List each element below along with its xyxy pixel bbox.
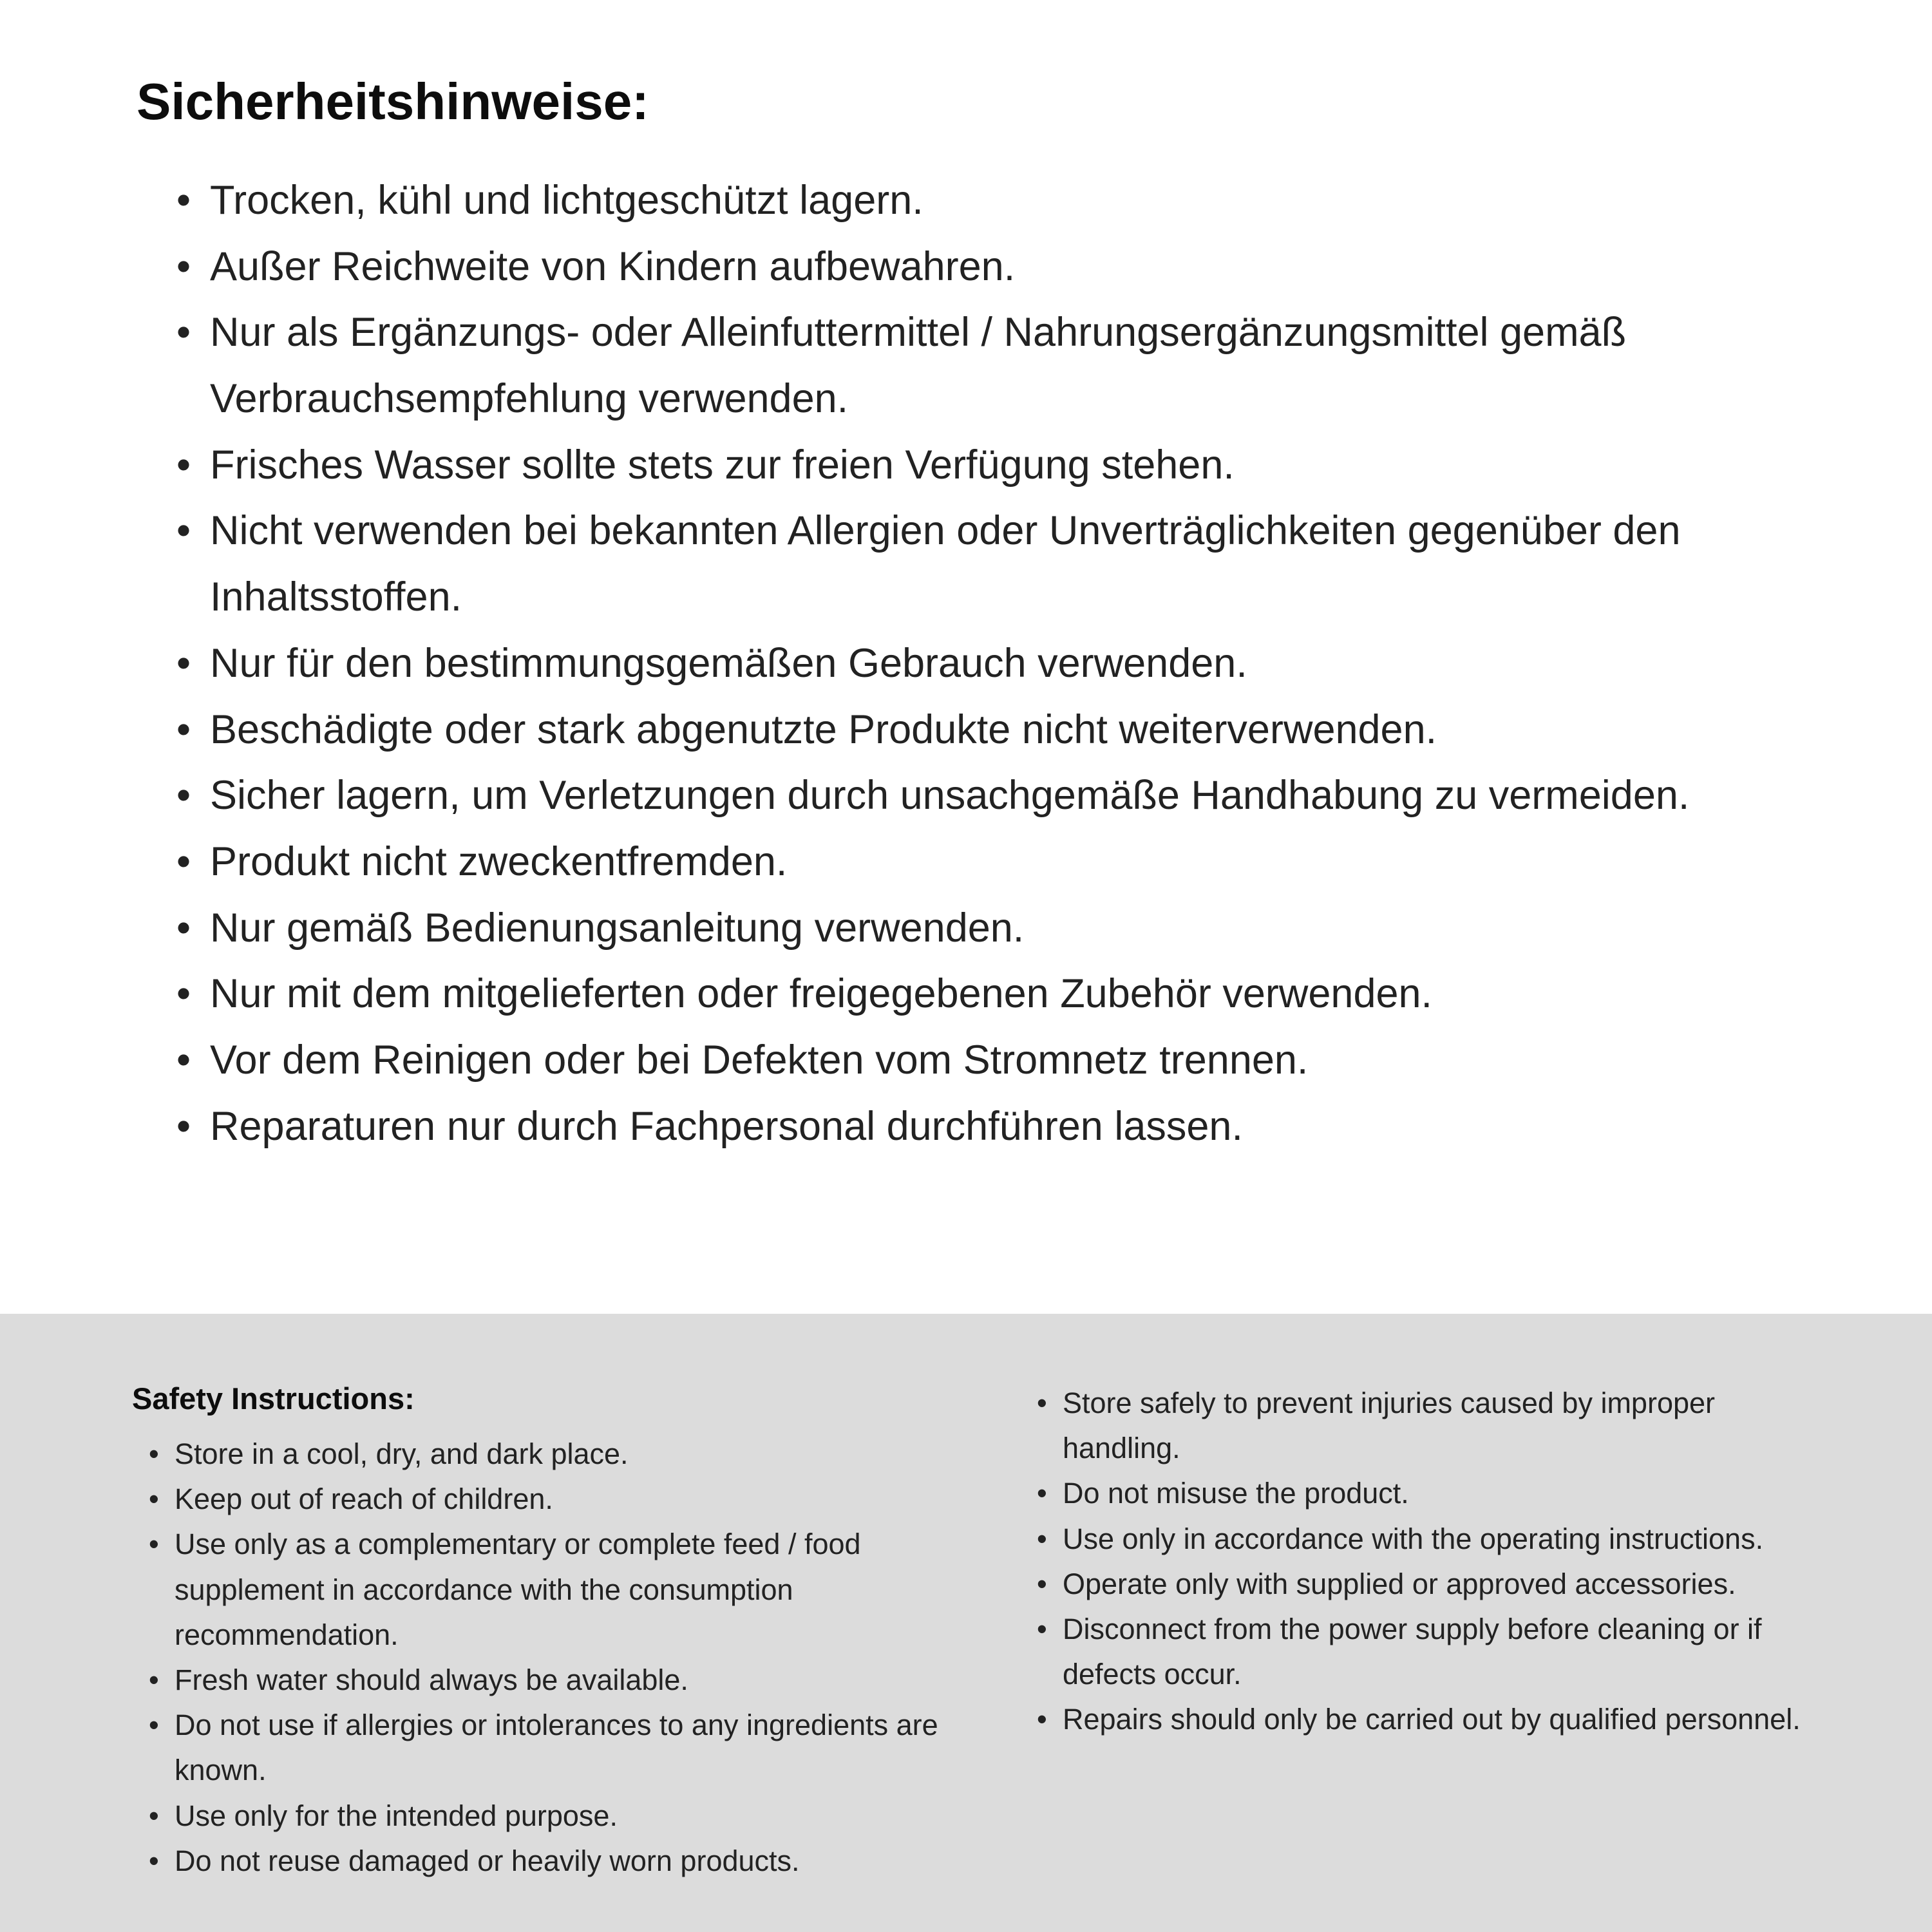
english-section-title: Safety Instructions: [132,1381,415,1416]
bullet-icon: • [149,1844,159,1877]
bullet-icon: • [176,773,191,819]
english-safety-item [149,1477,999,1522]
english-safety-item [149,1432,999,1477]
german-safety-item [176,167,1812,234]
german-safety-item [176,961,1812,1027]
german-safety-item-text: Frisches Wasser sollte stets zur freien Verfügung stehen. [210,442,1235,488]
english-safety-section [0,1314,1932,1932]
english-safety-item [1037,1562,1803,1607]
german-safety-item [176,697,1812,763]
english-safety-item [1037,1517,1803,1562]
german-safety-item [176,234,1812,300]
english-safety-item-text: Do not use if allergies or intolerances to any ingredients are known. [175,1709,938,1787]
german-safety-item-text: Produkt nicht zweckentfremden. [210,838,788,884]
english-safety-item-text: Keep out of reach of children. [175,1482,553,1516]
bullet-icon: • [1037,1387,1047,1419]
german-safety-item-text: Beschädigte oder stark abgenutzte Produkte nicht weiterverwenden. [210,706,1437,752]
german-safety-item [176,432,1812,498]
bullet-icon: • [149,1799,159,1832]
english-safety-item-text: Repairs should only be carried out by qualified personnel. [1063,1703,1801,1736]
german-safety-item [176,829,1812,895]
english-safety-item [1037,1607,1803,1697]
bullet-icon: • [149,1663,159,1696]
bullet-icon: • [176,1037,191,1083]
bullet-icon: • [176,1103,191,1149]
english-safety-item [1037,1697,1803,1742]
german-safety-item-text: Nicht verwenden bei bekannten Allergien oder Unverträglichkeiten gegenüber den Inhaltsstoffen. [210,508,1681,620]
german-safety-item-text: Nur gemäß Bedienungsanleitung verwenden. [210,905,1025,951]
german-safety-item-text: Trocken, kühl und lichtgeschützt lagern. [210,178,923,223]
german-safety-item-text: Außer Reichweite von Kindern aufbewahren. [210,243,1016,289]
german-safety-item-text: Nur mit dem mitgelieferten oder freigegebenen Zubehör verwenden. [210,971,1433,1017]
bullet-icon: • [176,178,191,223]
bullet-icon: • [149,1437,159,1470]
english-safety-item-text: Use only for the intended purpose. [175,1799,618,1832]
english-safety-list-right [1037,1381,1855,1743]
bullet-icon: • [176,640,191,686]
german-safety-item [176,630,1812,697]
german-safety-item-text: Sicher lagern, um Verletzungen durch unsachgemäße Handhabung zu vermeiden. [210,773,1690,819]
english-safety-item [149,1703,999,1793]
bullet-icon: • [176,442,191,488]
bullet-icon: • [149,1528,159,1561]
bullet-icon: • [176,706,191,752]
english-safety-item [149,1522,999,1658]
english-safety-item-text: Operate only with supplied or approved accessories. [1063,1567,1736,1600]
english-safety-item [149,1794,999,1839]
english-safety-item-text: Disconnect from the power supply before cleaning or if defects occur. [1063,1612,1762,1691]
bullet-icon: • [1037,1477,1047,1510]
bullet-icon: • [176,905,191,951]
german-safety-list [137,167,1823,1159]
german-safety-item [176,1094,1812,1160]
english-safety-item-text: Store safely to prevent injuries caused by improper handling. [1063,1387,1716,1465]
bullet-icon: • [176,838,191,884]
english-safety-item [1037,1381,1803,1471]
bullet-icon: • [176,310,191,355]
english-safety-item [1037,1471,1803,1516]
bullet-icon: • [149,1709,159,1742]
english-safety-item [149,1658,999,1703]
german-safety-item [176,762,1812,829]
english-safety-item [149,1839,999,1884]
english-column-right [1037,1381,1855,1743]
german-section-title: Sicherheitshinweise: [137,73,649,130]
german-safety-item-text: Nur für den bestimmungsgemäßen Gebrauch verwenden. [210,640,1247,686]
german-safety-item-text: Reparaturen nur durch Fachpersonal durchführen lassen. [210,1103,1243,1149]
english-safety-list-left [132,1432,1037,1884]
bullet-icon: • [1037,1522,1047,1555]
german-safety-item [176,498,1812,630]
english-safety-item-text: Do not reuse damaged or heavily worn products. [175,1844,800,1877]
english-safety-item-text: Use only in accordance with the operating instructions. [1063,1522,1764,1555]
bullet-icon: • [176,243,191,289]
english-safety-item-text: Do not misuse the product. [1063,1477,1409,1510]
german-safety-item [176,299,1812,431]
german-safety-item [176,1027,1812,1094]
english-safety-item-text: Fresh water should always be available. [175,1663,688,1696]
bullet-icon: • [149,1482,159,1516]
bullet-icon: • [176,508,191,554]
bullet-icon: • [1037,1567,1047,1600]
bullet-icon: • [1037,1612,1047,1645]
bullet-icon: • [1037,1703,1047,1736]
english-column-left [132,1381,1037,1884]
german-safety-item-text: Vor dem Reinigen oder bei Defekten vom Stromnetz trennen. [210,1037,1309,1083]
bullet-icon: • [176,971,191,1017]
german-safety-item-text: Nur als Ergänzungs- oder Alleinfuttermittel / Nahrungsergänzungsmittel gemäß Verbrauchsempfehlung verwenden. [210,310,1627,422]
english-safety-item-text: Store in a cool, dry, and dark place. [175,1437,629,1470]
german-safety-item [176,895,1812,961]
english-safety-item-text: Use only as a complementary or complete feed / food supplement in accordance with the consumption recommendation. [175,1528,861,1651]
